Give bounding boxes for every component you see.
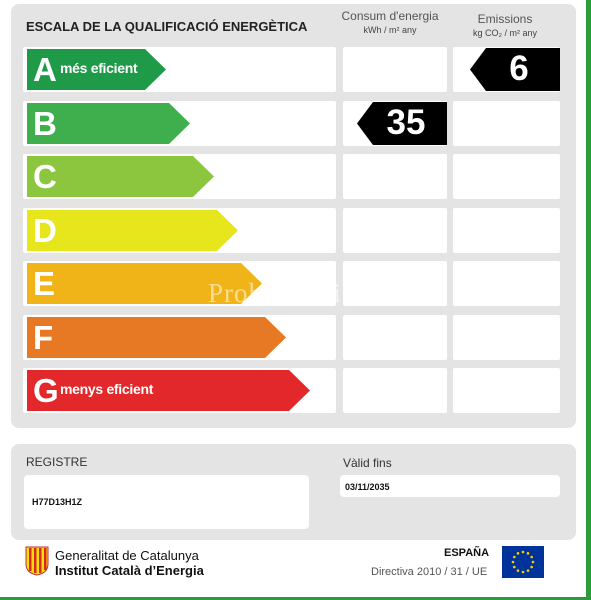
consumption-cell xyxy=(343,208,447,253)
valid-until-label: Vàlid fins xyxy=(343,456,392,470)
emissions-cell xyxy=(453,315,560,360)
rating-row-g xyxy=(23,368,576,413)
emissions-column-header xyxy=(453,12,557,40)
rating-bar-label: més eficient xyxy=(60,60,138,76)
eu-star-icon xyxy=(532,561,535,564)
emissions-cell xyxy=(453,208,560,253)
emissions-rating-value: 6 xyxy=(509,49,529,88)
emissions-cell xyxy=(453,368,560,413)
rating-row-f xyxy=(23,315,576,360)
consumption-cell xyxy=(343,261,447,306)
rating-row-b xyxy=(23,101,576,146)
emissions-cell xyxy=(453,261,560,306)
rating-row-c xyxy=(23,154,576,199)
frame-border-right xyxy=(586,0,591,600)
registry-value: H77D13H1Z xyxy=(32,497,83,507)
consumption-unit: kWh / m² any xyxy=(363,25,417,35)
consumption-rating-value: 35 xyxy=(386,102,426,142)
rating-letter: A xyxy=(33,51,57,88)
eu-star-icon xyxy=(522,571,525,574)
emissions-rating-badge xyxy=(470,47,560,92)
eu-star-icon xyxy=(522,551,525,554)
eu-star-icon xyxy=(530,566,533,569)
registry-label: REGISTRE xyxy=(26,455,88,469)
consumption-column-header xyxy=(340,9,440,37)
eu-flag-icon xyxy=(502,546,544,578)
catalonia-emblem-icon xyxy=(25,546,49,576)
rating-letter: G xyxy=(33,372,59,409)
eu-star-icon xyxy=(527,552,530,555)
org-name-line2: Institut Català d’Energia xyxy=(55,563,204,578)
consumption-rating-badge xyxy=(357,101,447,146)
rating-letter: B xyxy=(33,104,57,142)
rating-letter: C xyxy=(33,158,57,195)
consumption-cell xyxy=(343,47,447,92)
eu-star-icon xyxy=(517,569,520,572)
consumption-cell xyxy=(343,154,447,199)
eu-star-icon xyxy=(512,561,515,564)
emissions-cell xyxy=(453,101,560,146)
watermark-text: Prohabitacio xyxy=(208,278,357,308)
valid-until-value: 03/11/2035 xyxy=(345,482,390,492)
country-label: ESPAÑA xyxy=(444,547,490,559)
rating-bar-f xyxy=(27,317,287,358)
scale-title: ESCALA DE LA QUALIFICACIÓ ENERGÈTICA xyxy=(26,19,308,34)
consumption-cell xyxy=(343,368,447,413)
eu-star-icon xyxy=(527,569,530,572)
consumption-cell xyxy=(343,315,447,360)
eu-star-icon xyxy=(513,566,516,569)
rating-letter: E xyxy=(33,265,56,302)
eu-star-icon xyxy=(530,556,533,559)
rating-bar-label: menys eficient xyxy=(60,381,154,397)
org-name-line1: Generalitat de Catalunya xyxy=(55,548,199,563)
emissions-unit: kg CO₂ / m² any xyxy=(472,28,537,38)
consumption-title: Consum d'energia xyxy=(341,9,439,23)
rating-row-d xyxy=(23,208,576,253)
emissions-title: Emissions xyxy=(477,12,533,26)
eu-star-icon xyxy=(517,552,520,555)
rating-letter: F xyxy=(33,318,54,356)
eu-star-icon xyxy=(513,556,516,559)
directive-label: Directiva 2010 / 31 / UE xyxy=(371,566,488,578)
rating-letter: D xyxy=(33,211,57,249)
emissions-cell xyxy=(453,154,560,199)
rating-bar-d xyxy=(27,210,239,251)
